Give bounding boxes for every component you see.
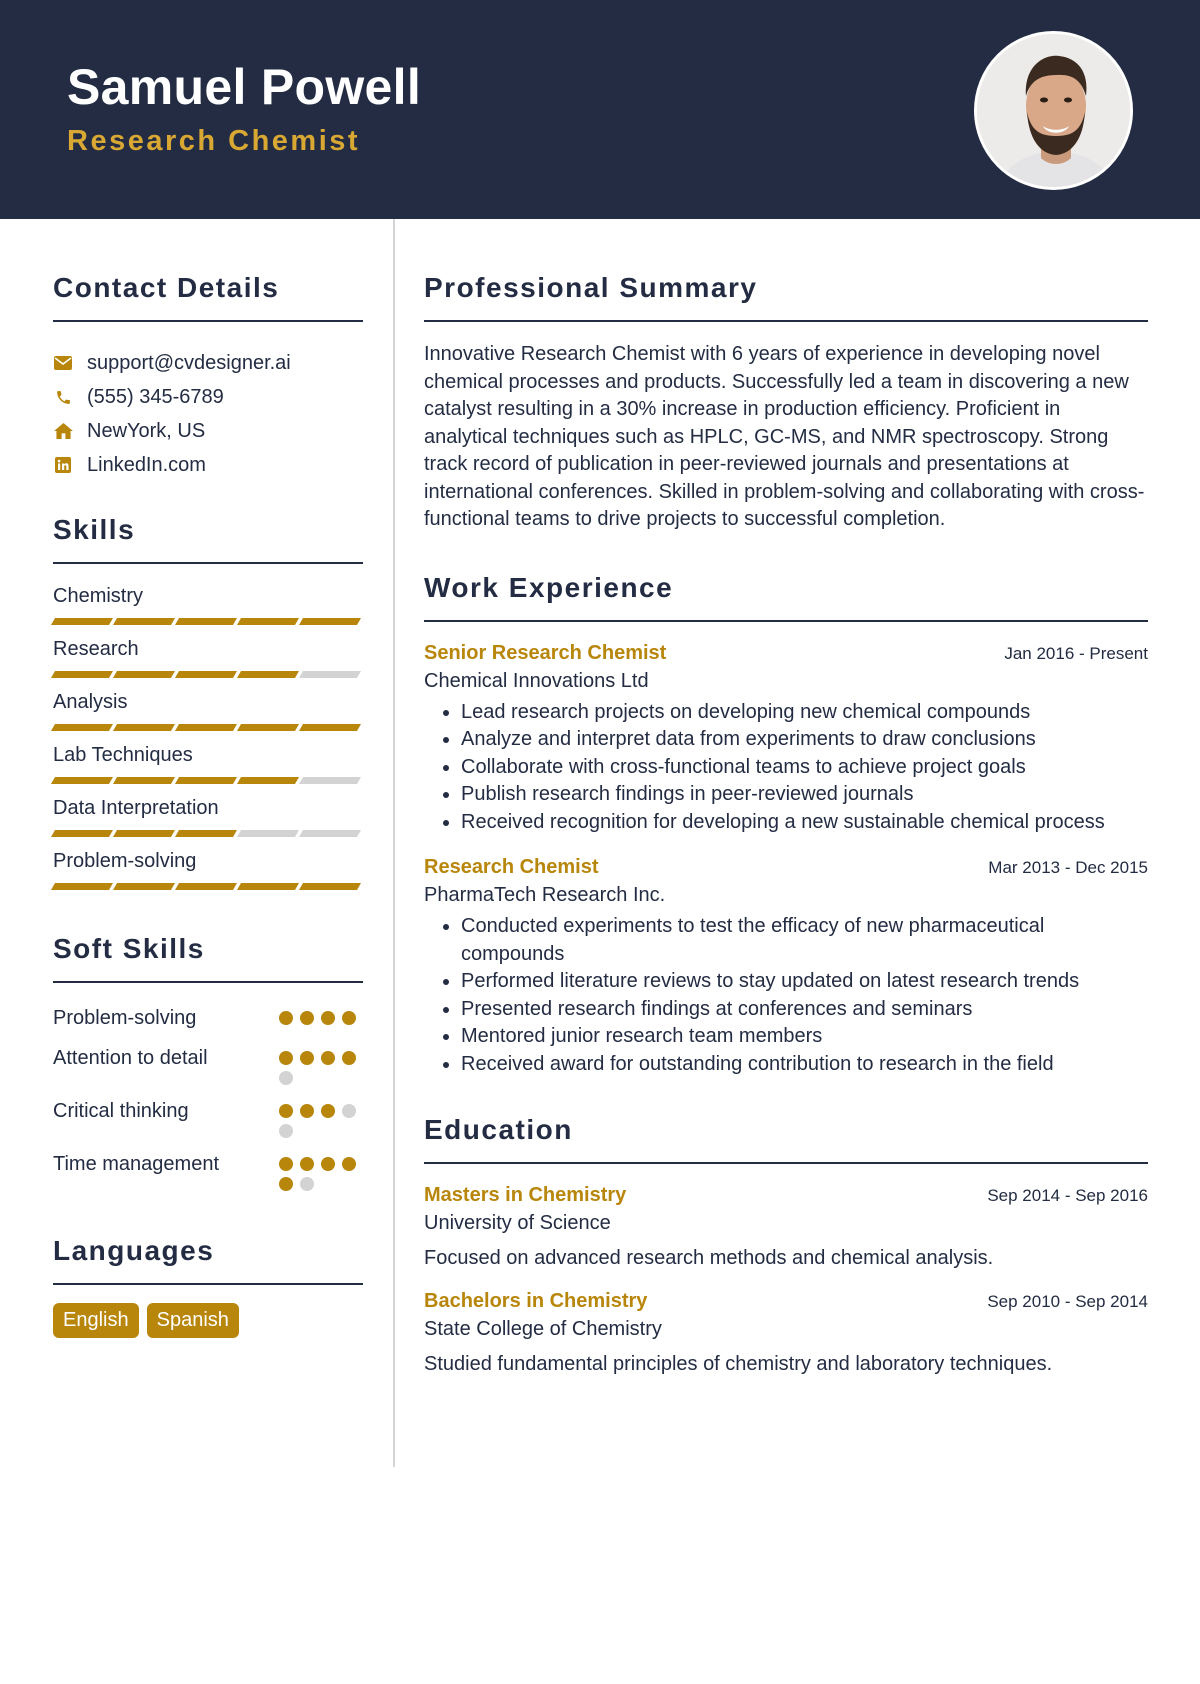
skill-label: Analysis <box>53 691 128 713</box>
skill-level-segment <box>299 777 361 784</box>
skill-level-segment <box>237 883 299 890</box>
language-badge: English <box>53 1303 139 1338</box>
candidate-role: Research Chemist <box>67 125 361 157</box>
job-dates: Jan 2016 - Present <box>1004 643 1148 663</box>
skill-level-segment <box>175 724 237 731</box>
skill-level-bar <box>53 671 363 678</box>
resume-header <box>0 0 1200 219</box>
skill-item <box>53 638 363 678</box>
sidebar <box>53 219 363 1338</box>
responsibility-item: • Presented research findings at conferences and seminars <box>461 996 1148 1024</box>
rating-dot <box>300 1011 314 1025</box>
job-title: Research Chemist <box>424 856 599 878</box>
soft-skill-rating <box>279 1005 363 1032</box>
soft-skill-rating <box>279 1098 363 1138</box>
responsibility-item: • Publish research findings in peer-reviewed journals <box>461 781 1148 809</box>
skill-label: Lab Techniques <box>53 744 193 766</box>
skill-level-segment <box>237 724 299 731</box>
skill-level-segment <box>51 883 113 890</box>
soft-skill-label: Time management <box>53 1153 219 1175</box>
degree-title: Masters in Chemistry <box>424 1184 627 1206</box>
skill-level-bar <box>53 830 363 837</box>
entry-header <box>424 856 1148 879</box>
rating-dot <box>342 1011 356 1025</box>
skill-level-segment <box>237 830 299 837</box>
contact-linkedin <box>53 448 363 482</box>
avatar <box>974 31 1133 190</box>
skill-level-segment <box>51 618 113 625</box>
degree-description: Focused on advanced research methods and chemical analysis. <box>424 1247 994 1269</box>
responsibility-item: • Conducted experiments to test the efficacy of new pharmaceutical compounds <box>461 913 1148 968</box>
skill-level-bar <box>53 724 363 731</box>
skill-level-segment <box>299 671 361 678</box>
rating-dot <box>279 1124 293 1138</box>
school-name: State College of Chemistry <box>424 1318 662 1340</box>
skills-section <box>53 516 363 890</box>
experience-entry <box>424 856 1148 1078</box>
profile-photo-icon <box>977 34 1133 190</box>
skill-label: Chemistry <box>53 585 144 607</box>
section-title: Skills <box>53 514 136 545</box>
summary-section <box>424 274 1148 534</box>
soft-skill-label: Critical thinking <box>53 1100 189 1122</box>
education-section <box>424 1116 1148 1376</box>
rating-dot <box>279 1177 293 1191</box>
education-entry <box>424 1290 1148 1376</box>
skill-item <box>53 850 363 890</box>
section-rule <box>424 620 1148 622</box>
skill-level-segment <box>175 777 237 784</box>
responsibility-item: • Collaborate with cross-functional teams to achieve project goals <box>461 754 1148 782</box>
job-dates: Mar 2013 - Dec 2015 <box>988 858 1148 877</box>
skill-level-segment <box>51 777 113 784</box>
degree-dates: Sep 2010 - Sep 2014 <box>987 1292 1148 1311</box>
column-divider <box>393 219 395 1467</box>
skill-level-segment <box>299 618 361 625</box>
skill-level-segment <box>237 777 299 784</box>
responsibility-item: • Received recognition for developing a new sustainable chemical process <box>461 809 1148 837</box>
rating-dot <box>279 1051 293 1065</box>
envelope-icon <box>53 353 73 373</box>
responsibility-list <box>424 913 1148 1078</box>
contact-phone <box>53 380 363 414</box>
skill-level-segment <box>175 618 237 625</box>
skill-level-segment <box>175 830 237 837</box>
skill-level-segment <box>113 830 175 837</box>
section-title: Work Experience <box>424 571 674 603</box>
skill-level-segment <box>175 883 237 890</box>
contact-email <box>53 346 363 380</box>
skill-level-segment <box>51 724 113 731</box>
soft-skill-item <box>53 1005 363 1032</box>
responsibility-item: • Received award for outstanding contribution to research in the field <box>461 1051 1148 1079</box>
skill-item <box>53 585 363 625</box>
responsibility-item: • Mentored junior research team members <box>461 1023 1148 1051</box>
skill-level-segment <box>113 671 175 678</box>
soft-skill-item <box>53 1151 363 1191</box>
skill-item <box>53 744 363 784</box>
experience-entry <box>424 642 1148 837</box>
skill-level-segment <box>113 883 175 890</box>
skill-level-segment <box>299 883 361 890</box>
skill-level-segment <box>113 724 175 731</box>
rating-dot <box>342 1104 356 1118</box>
candidate-name: Samuel Powell <box>67 59 422 115</box>
rating-dot <box>300 1104 314 1118</box>
soft-skill-item <box>53 1045 363 1085</box>
skill-level-segment <box>175 671 237 678</box>
soft-skill-rating <box>279 1151 363 1191</box>
rating-dot <box>342 1157 356 1171</box>
skill-level-bar <box>53 618 363 625</box>
company-name: PharmaTech Research Inc. <box>424 884 666 906</box>
languages-section <box>53 1237 363 1338</box>
rating-dot <box>300 1157 314 1171</box>
home-icon <box>53 421 73 441</box>
experience-section <box>424 571 1148 1079</box>
job-title: Senior Research Chemist <box>424 641 667 664</box>
skill-item <box>53 691 363 731</box>
skill-label: Research <box>53 638 139 660</box>
entry-header <box>424 1184 1148 1207</box>
experience-list <box>424 642 1148 1079</box>
soft-skill-rating <box>279 1045 363 1085</box>
phone-icon <box>53 387 73 407</box>
skill-level-bar <box>53 883 363 890</box>
skills-list <box>53 585 363 890</box>
skill-level-segment <box>113 777 175 784</box>
responsibility-item: • Performed literature reviews to stay updated on latest research trends <box>461 968 1148 996</box>
rating-dot <box>279 1011 293 1025</box>
contact-linkedin-text[interactable]: LinkedIn.com <box>87 453 206 476</box>
education-list <box>424 1184 1148 1376</box>
responsibility-list <box>424 699 1148 837</box>
rating-dot <box>300 1177 314 1191</box>
skill-level-bar <box>53 777 363 784</box>
summary-text: Innovative Research Chemist with 6 years of experience in developing novel chemical processes and products. Successfully led a team in discovering a new catalyst resulting in a 30% increase in production efficiency. Proficient in analytical techniques such as HPLC, GC-MS, and NMR spectroscopy. Strong track record of publication in peer-reviewed journals and presentations at international conferences. Skilled in problem-solving and collaborating with cross-functional teams to drive projects to successful completion. <box>424 343 1145 530</box>
soft-skills-section <box>53 935 363 1191</box>
section-rule <box>424 1162 1148 1164</box>
degree-title: Bachelors in Chemistry <box>424 1290 648 1312</box>
entry-header <box>424 642 1148 665</box>
contact-phone-text[interactable]: (555) 345-6789 <box>87 385 224 408</box>
rating-dot <box>342 1051 356 1065</box>
soft-skills-list <box>53 1005 363 1191</box>
contact-location-text: NewYork, US <box>87 419 206 442</box>
skill-level-segment <box>299 724 361 731</box>
soft-skill-label: Problem-solving <box>53 1007 197 1029</box>
section-title: Professional Summary <box>424 272 758 303</box>
skill-level-segment <box>237 671 299 678</box>
rating-dot <box>321 1104 335 1118</box>
contact-location <box>53 414 363 448</box>
section-rule <box>53 562 363 564</box>
skill-label: Problem-solving <box>53 850 197 872</box>
responsibility-item: • Lead research projects on developing new chemical compounds <box>461 699 1148 727</box>
responsibility-item: • Analyze and interpret data from experiments to draw conclusions <box>461 726 1148 754</box>
education-entry <box>424 1184 1148 1270</box>
rating-dot <box>321 1011 335 1025</box>
section-title: Soft Skills <box>53 933 205 964</box>
school-name: University of Science <box>424 1212 611 1234</box>
skill-label: Data Interpretation <box>53 797 219 819</box>
skill-level-segment <box>51 830 113 837</box>
section-rule <box>424 320 1148 322</box>
section-title: Languages <box>53 1235 215 1266</box>
section-rule <box>53 981 363 983</box>
skill-level-segment <box>113 618 175 625</box>
skill-level-segment <box>299 830 361 837</box>
contact-section <box>53 274 363 482</box>
rating-dot <box>321 1157 335 1171</box>
skill-item <box>53 797 363 837</box>
language-badge: Spanish <box>147 1303 239 1338</box>
rating-dot <box>279 1157 293 1171</box>
degree-description: Studied fundamental principles of chemistry and laboratory techniques. <box>424 1353 1053 1375</box>
soft-skill-label: Attention to detail <box>53 1047 208 1069</box>
section-rule <box>53 320 363 322</box>
company-name: Chemical Innovations Ltd <box>424 669 649 692</box>
rating-dot <box>279 1071 293 1085</box>
section-rule <box>53 1283 363 1285</box>
rating-dot <box>321 1051 335 1065</box>
rating-dot <box>300 1051 314 1065</box>
entry-header <box>424 1290 1148 1313</box>
skill-level-segment <box>237 618 299 625</box>
skill-level-segment <box>51 671 113 678</box>
degree-dates: Sep 2014 - Sep 2016 <box>987 1186 1148 1205</box>
linkedin-icon <box>53 455 73 475</box>
rating-dot <box>279 1104 293 1118</box>
section-title: Education <box>424 1114 573 1145</box>
contact-email-text[interactable]: support@cvdesigner.ai <box>87 351 291 374</box>
soft-skill-item <box>53 1098 363 1138</box>
main-content <box>424 219 1148 1376</box>
language-list <box>53 1303 363 1338</box>
section-title: Contact Details <box>53 272 280 303</box>
